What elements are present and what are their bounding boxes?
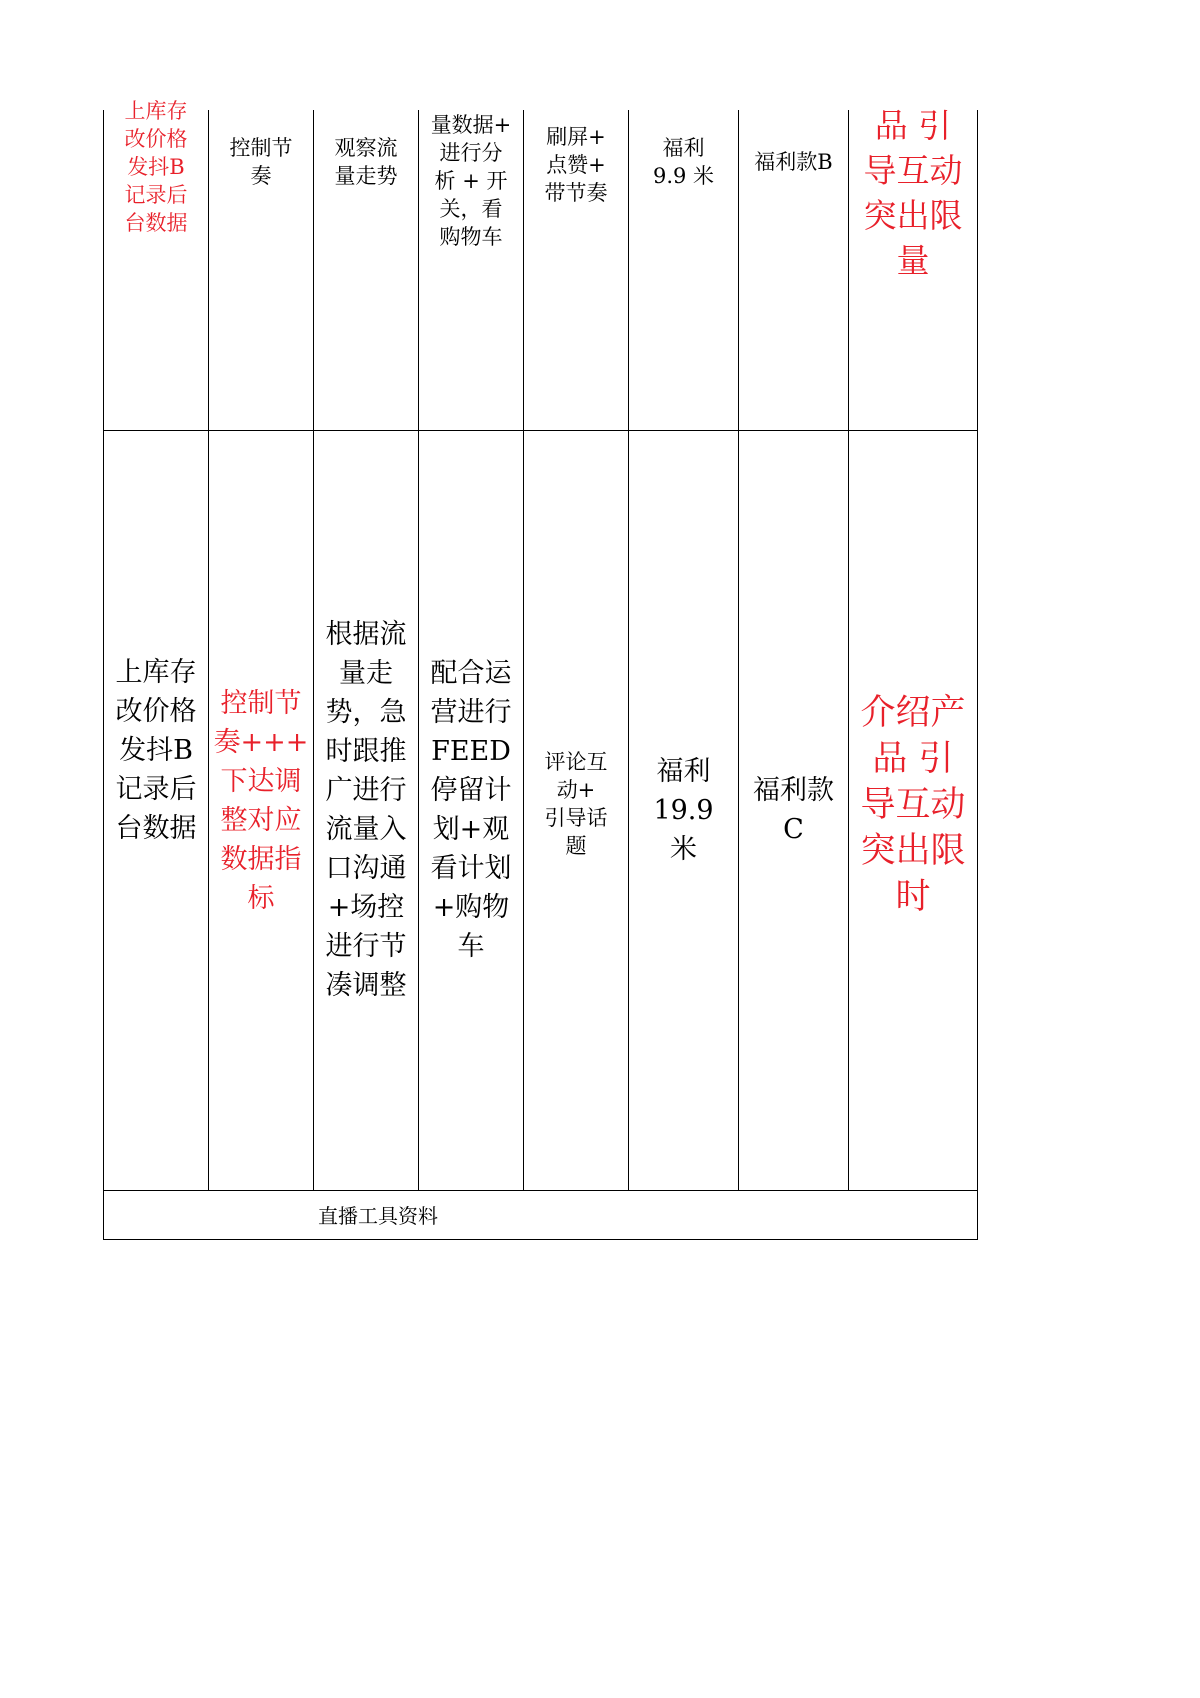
grid-line [103, 1190, 978, 1191]
cell-row2-col6: 福利 19.9 米 [653, 755, 714, 865]
footer-label: 直播工具资料 [318, 1204, 438, 1228]
cell-row1-col6: 福利 9.9 米 [652, 136, 715, 188]
cell-row2-col1: 上库存 改价格 发抖B 记录后 台数据 [115, 656, 197, 844]
cell-row2-col3: 根据流 量走 势，急 时跟推 广进行 流量入 口沟通 +场控 进行节 凑调整 [325, 619, 407, 1001]
cell-row2-col4: 配合运 营进行 FEED 停留计 划+观 看计划 +购物 车 [430, 658, 512, 962]
grid-line [628, 110, 629, 1190]
grid-line [738, 110, 739, 1190]
cell-row1-col4: 量数据+ 进行分 析 + 开 关，看 购物车 [430, 112, 512, 249]
grid-line [523, 110, 524, 1190]
grid-line [103, 430, 978, 431]
cell-row2-col7: 福利款 C [753, 775, 834, 845]
cell-row1-col7: 福利款B [754, 150, 833, 174]
cell-row1-col8: 品 引 导互动 突出限 量 [863, 106, 963, 280]
grid-line [103, 1239, 978, 1240]
cell-row2-col8: 介绍产 品 引 导互动 突出限 时 [860, 693, 966, 917]
grid-line [208, 110, 209, 1190]
cell-row1-col2: 控制节 奏 [229, 136, 293, 188]
cell-row2-col2: 控制节 奏+++ 下达调 整对应 数据指 标 [213, 688, 309, 914]
cell-row1-col3: 观察流 量走势 [334, 136, 398, 188]
cell-row1-col1: 上库存 改价格 发抖B 记录后 台数据 [124, 99, 188, 235]
cell-row1-col5: 刷屏+ 点赞+ 带节奏 [544, 124, 608, 205]
cell-row2-col5: 评论互 动+ 引导话 题 [544, 750, 608, 858]
spreadsheet-table [103, 99, 978, 1240]
grid-line [977, 110, 978, 1240]
